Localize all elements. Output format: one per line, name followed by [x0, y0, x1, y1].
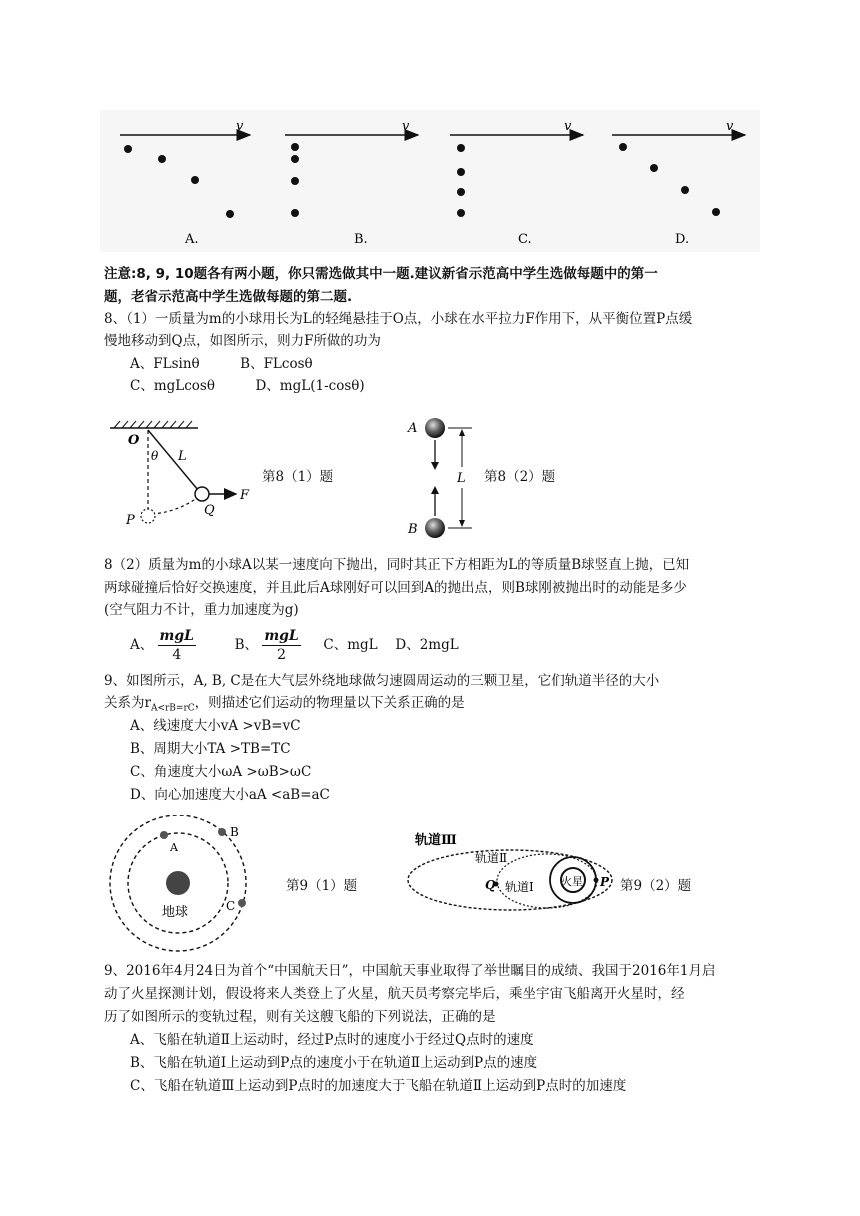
label-l-dist: L — [457, 471, 466, 486]
label-sat-a: A — [170, 841, 178, 854]
q8-2-line-3: (空气阻力不计，重力加速度为g) — [104, 602, 299, 618]
velocity-label-b: v — [402, 119, 410, 134]
velocity-label-a: v — [236, 119, 244, 134]
figure-caption-8-1: 第8（1）题 — [262, 469, 334, 485]
q8-1-options-cd: C、mgLcosθ D、mgL(1-cosθ) — [130, 378, 365, 394]
q8-1-options-ab: A、FLsinθ B、FLcosθ — [130, 356, 313, 372]
q9-2-opt-a: A、飞船在轨道Ⅱ上运动时，经过P点时的速度小于经过Q点时的速度 — [130, 1032, 534, 1048]
q8-2-options — [130, 626, 459, 664]
label-b: B — [408, 522, 418, 537]
label-q: Q — [204, 503, 215, 518]
option-label-a: A. — [185, 232, 199, 247]
label-a: A — [408, 421, 418, 436]
label-theta: θ — [151, 449, 159, 463]
q9-2-opt-c: C、飞船在轨道Ⅲ上运动到P点时的加速度大于飞船在轨道Ⅱ上运动到P点时的加速度 — [130, 1078, 627, 1094]
mars-orbit-figure — [405, 820, 620, 912]
q8-1-line-2: 慢地移动到Q点，如图所示，则力F所做的功为 — [104, 333, 381, 349]
label-o: O — [128, 433, 140, 448]
label-orbit-2: 轨道Ⅱ — [475, 851, 508, 865]
q9-1-opt-b: B、周期大小TA >TB=TC — [130, 741, 291, 757]
option-label-d: D. — [675, 232, 690, 247]
q8-2-opt-a-fraction — [158, 627, 196, 664]
label-p: P — [126, 513, 135, 528]
q9-2-line-3: 历了如图所示的变轨过程，则有关这艘飞船的下列说法，正确的是 — [104, 1009, 496, 1025]
q9-1-line-2: 关系为$r_{A<rB=rC}$，则描述它们运动的物理量以下关系正确的是 — [104, 695, 465, 714]
two-balls-figure — [402, 412, 482, 542]
q8-2-opt-b-prefix: B、 — [234, 637, 259, 653]
q9-1-opt-d: D、向心加速度大小aA <aB=aC — [130, 787, 330, 803]
option-label-c: C. — [518, 232, 532, 247]
q8-2-opt-a-num: mgL — [159, 628, 194, 644]
q8-1-line-1: 8、（1）一质量为m的小球用长为L的轻绳悬挂于O点，小球在水平拉力F作用下，从平衡位置P点缓 — [104, 311, 693, 327]
velocity-label-d: v — [726, 119, 734, 134]
q8-2-opt-b-fraction — [262, 627, 300, 664]
figure-caption-9-2: 第9（2）题 — [620, 878, 692, 894]
label-f: F — [240, 488, 250, 503]
q8-2-opt-cd: C、mgL D、2mgL — [323, 637, 459, 653]
q9-1-line-1: 9、如图所示，A, B, C是在大气层外绕地球做匀速圆周运动的三颗卫星，它们轨道半径的大小 — [104, 673, 660, 689]
q8-2-opt-b-den: 2 — [277, 647, 286, 663]
label-sat-b: B — [230, 825, 239, 839]
option-label-b: B. — [354, 232, 368, 247]
q8-2-line-2: 两球碰撞后恰好交换速度，并且此后A球刚好可以回到A的抛出点，则B球刚被抛出时的动能是多少 — [104, 580, 687, 596]
q9-2-opt-b: B、飞船在轨道Ⅰ上运动到P点的速度小于在轨道Ⅱ上运动到P点的速度 — [130, 1055, 538, 1071]
q9-2-line-1: 9、2016年4月24日为首个“中国航天日”，中国航天事业取得了举世瞩目的成绩、我国于2016年1月启 — [104, 963, 716, 979]
notice-line-1: 注意:8, 9, 10题各有两小题，你只需选做其中一题.建议新省示范高中学生选做每题中的第一 — [104, 266, 658, 282]
q8-2-opt-a-den: 4 — [172, 647, 182, 663]
earth-orbit-figure — [108, 815, 258, 955]
pendulum-figure — [108, 418, 258, 530]
label-l: L — [178, 449, 187, 464]
velocity-label-c: v — [564, 119, 572, 134]
label-sat-c: C — [226, 899, 236, 913]
q9-2-line-2: 动了火星探测计划，假设将来人类登上了火星，航天员考察完毕后，乘坐宇宙飞船离开火星时，经 — [104, 986, 685, 1002]
q9-1-opt-a: A、线速度大小vA >vB=vC — [130, 718, 301, 734]
label-point-q: Q — [485, 878, 496, 892]
q9-1-opt-c: C、角速度大小ωA >ωB>ωC — [130, 764, 312, 780]
label-orbit-3: 轨道Ⅲ — [415, 833, 457, 848]
q8-2-opt-a-prefix: A、 — [130, 637, 154, 653]
label-orbit-1: 轨道Ⅰ — [505, 880, 534, 894]
trajectory-figure — [100, 110, 760, 252]
label-mars: 火星 — [561, 875, 583, 888]
q9-1-relation: A<rB=rC — [150, 703, 195, 714]
notice-line-2: 题，老省示范高中学生选做每题的第二题. — [104, 289, 353, 305]
figure-caption-9-1: 第9（1）题 — [286, 878, 358, 894]
q8-2-opt-b-num: mgL — [264, 628, 299, 644]
label-earth: 地球 — [162, 905, 189, 920]
label-point-p: P — [600, 875, 610, 889]
figure-caption-8-2: 第8（2）题 — [484, 469, 556, 485]
q8-2-line-1: 8（2）质量为m的小球A以某一速度向下抛出，同时其正下方相距为L的等质量B球竖直上抛，已知 — [104, 557, 690, 573]
